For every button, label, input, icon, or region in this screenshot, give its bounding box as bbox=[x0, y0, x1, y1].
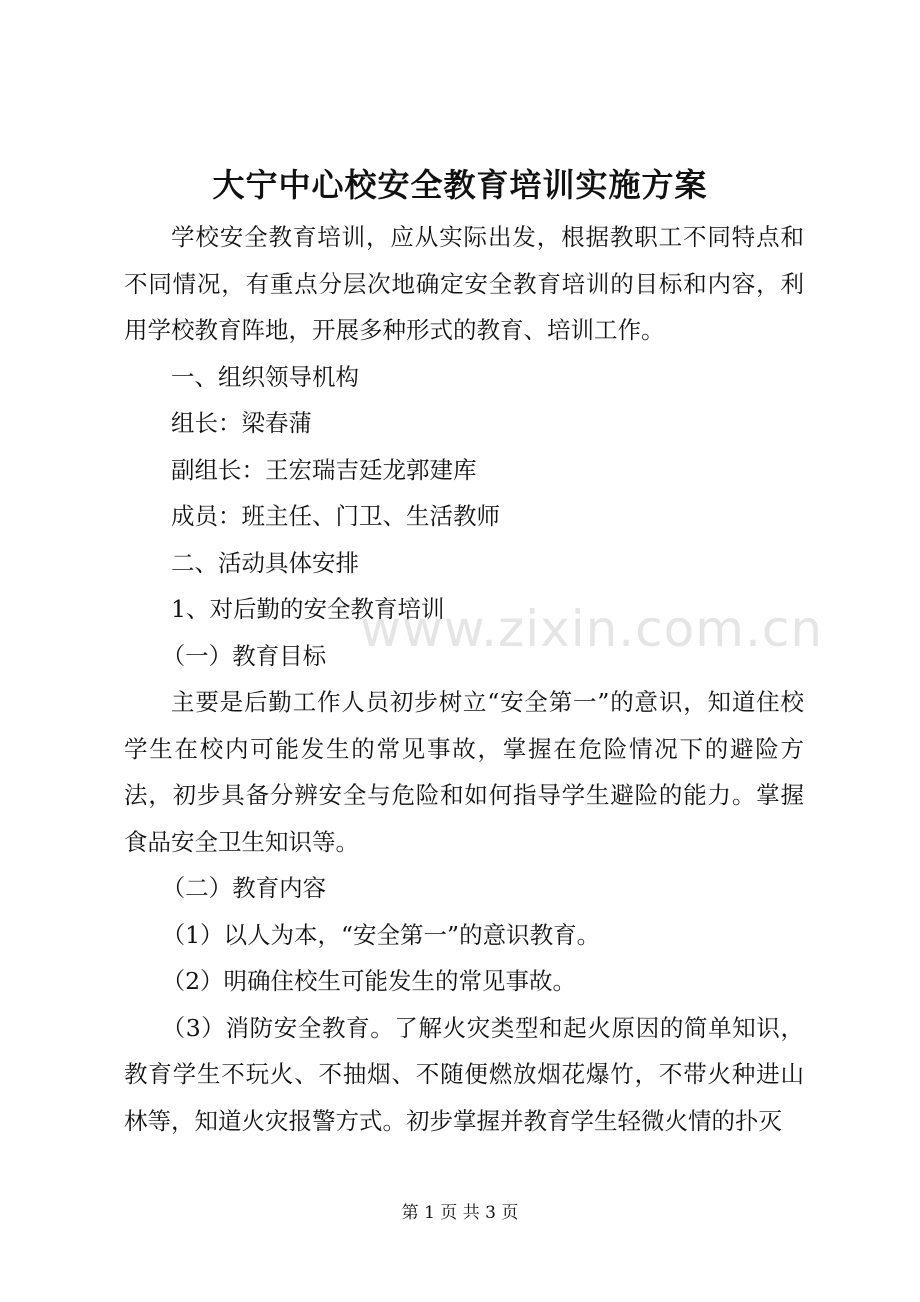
document-body bbox=[124, 214, 804, 1144]
content-item-2: （2）明确住校生可能发生的常见事故。 bbox=[161, 967, 577, 995]
deputy-leader-line: 副组长：王宏瑞吉廷龙郭建库 bbox=[171, 455, 477, 484]
watermark: www.zixin.com.cn bbox=[360, 600, 824, 658]
page-footer: 第 1 页 共 3 页 bbox=[401, 1203, 519, 1223]
members-line: 成员：班主任、门卫、生活教师 bbox=[171, 502, 500, 530]
document-title: 大宁中心校安全教育培训实施方案 bbox=[212, 166, 708, 204]
subheading-goal: （一）教育目标 bbox=[161, 641, 327, 670]
content-item-3: （3）消防安全教育。了解火灾类型和起火原因的简单知识，教育学生不玩火、不抽烟、不随便燃放烟花爆竹，不带火种进山林等，知道火灾报警方式。初步掌握并教育学生轻微火情的扑灭 bbox=[124, 1013, 804, 1135]
goal-paragraph: 主要是后勤工作人员初步树立“安全第一”的意识，知道住校学生在校内可能发生的常见事故，掌握在危险情况下的避险方法，初步具备分辨安全与危险和如何指导学生避险的能力。掌握食品安全卫生知识等。 bbox=[124, 688, 804, 856]
section-heading-arrangement: 二、活动具体安排 bbox=[171, 548, 359, 577]
content-item-1: （1）以人为本，“安全第一”的意识教育。 bbox=[161, 920, 601, 949]
leader-line: 组长：梁春蒲 bbox=[171, 409, 312, 437]
intro-paragraph: 学校安全教育培训，应从实际出发，根据教职工不同特点和不同情况，有重点分层次地确定安全教育培训的目标和内容，利用学校教育阵地，开展多种形式的教育、培训工作。 bbox=[124, 223, 804, 344]
subheading-content: （二）教育内容 bbox=[161, 874, 327, 902]
subsection-heading-logistics: 1、对后勤的安全教育培训 bbox=[171, 595, 445, 623]
section-heading-organization: 一、组织领导机构 bbox=[171, 362, 359, 391]
